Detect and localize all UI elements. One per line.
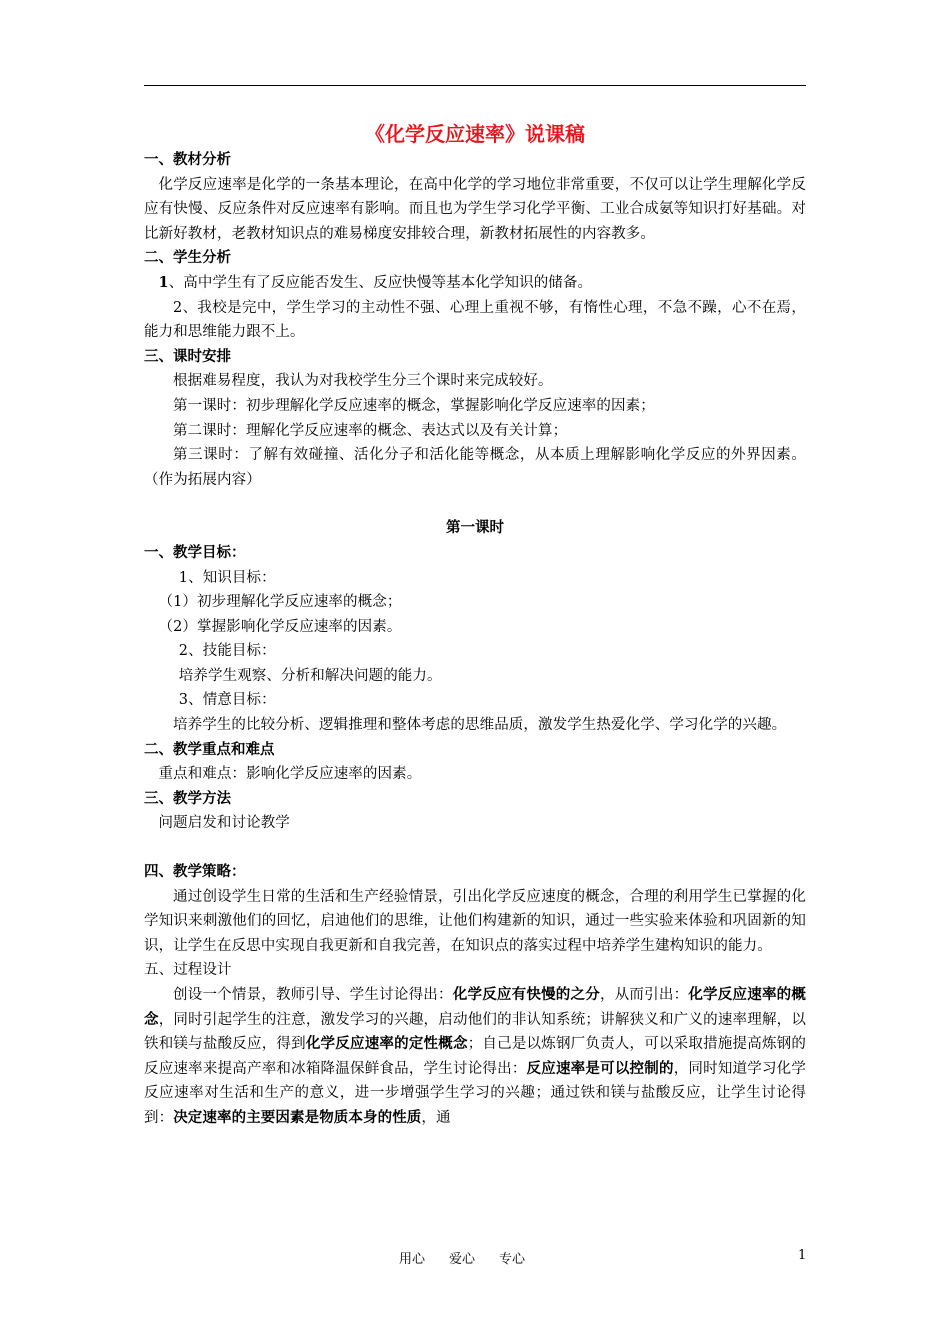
paragraph: 3、情意目标：	[178, 692, 276, 709]
section-heading: 三、教学方法	[144, 789, 231, 807]
paragraph: 1、知识目标：	[178, 569, 276, 586]
paragraph: 培养学生的比较分析、逻辑推理和整体考虑的思维品质，激发学生热爱化学、学习化学的兴趣。	[173, 717, 787, 734]
text-run: ；自己是以炼钢厂负责人，可以采取措施提高炼钢的反应速率来提高产率和冰箱降温保鲜食品，学生讨论得出：	[144, 1036, 806, 1077]
lesson-heading: 第一课时	[446, 519, 504, 537]
emphasis-text: 化学反应速率的定性概念	[305, 1035, 468, 1053]
paragraph: 第三课时：了解有效碰撞、活化分子和活化能等概念，从本质上理解影响化学反应的外界因素。（作为拓展内容）	[144, 447, 806, 488]
paragraph: 重点和难点：影响化学反应速率的因素。	[158, 766, 422, 783]
text-run: ，同时知道学习化学反应速率对生活和生产的意义，进一步增强学生学习的兴趣；通过铁和镁与盐酸反应，让学生讨论得到：	[144, 1060, 806, 1126]
header-rule	[144, 85, 806, 86]
emphasis-text: 反应速率是可以控制的	[526, 1059, 674, 1077]
emphasis-text: 化学反应有快慢的之分	[452, 986, 600, 1003]
footer-motto-1: 用心	[399, 1252, 426, 1267]
section-heading-plain: 五、过程设计	[144, 962, 232, 979]
footer-motto	[399, 1248, 549, 1267]
paragraph: 2、我校是完中，学生学习的主动性不强、心理上重视不够，有惰性心理，不急不躁，心不在焉，能力和思维能力跟不上。	[144, 299, 806, 341]
section-heading: 一、教学目标：	[144, 543, 246, 561]
paragraph: 化学反应速率是化学的一条基本理论，在高中化学的学习地位非常重要，不仅可以让学生理解化学反应有快慢、反应条件对反应速率有影响。而且也为学生学习化学平衡、工业合成氨等知识打好基础。对比新好教材，老教材知识点的难易梯度安排较合理，新教材拓展性的内容教多。	[144, 176, 806, 242]
section-heading: 四、教学策略：	[144, 863, 246, 881]
text-run: ，同时引起学生的注意，激发学习的兴趣，启动他们的非认知系统；讲解狭义和广义的速率理解，以铁和镁与盐酸反应，得到	[144, 1011, 806, 1053]
paragraph: （1）初步理解化学反应速率的概念；	[158, 594, 402, 611]
paragraph: 培养学生观察、分析和解决问题的能力。	[178, 667, 442, 684]
paragraph	[144, 983, 806, 1131]
text-run: ，从而引出：	[599, 987, 689, 1003]
text-run: ，通	[421, 1109, 451, 1126]
section-heading: 二、学生分析	[144, 249, 231, 267]
section-heading: 二、教学重点和难点	[144, 740, 275, 758]
paragraph	[144, 271, 806, 296]
footer-motto-3: 专心	[499, 1252, 526, 1267]
paragraph: （2）掌握影响化学反应速率的因素。	[158, 618, 402, 635]
paragraph-text: 、高中学生有了反应能否发生、反应快慢等基本化学知识的储备。	[168, 274, 593, 291]
paragraph: 2、技能目标：	[178, 643, 276, 660]
section-heading: 三、课时安排	[144, 347, 231, 365]
paragraph: 根据难易程度，我认为对我校学生分三个课时来完成较好。	[173, 373, 553, 390]
emphasis-text: 化学反应速率的概念	[144, 986, 806, 1028]
paragraph: 第二课时：理解化学反应速率的概念、表达式以及有关计算；	[173, 422, 568, 439]
page-number: 1	[798, 1248, 807, 1263]
document-body	[144, 116, 806, 1131]
item-number: 1	[158, 273, 169, 291]
paragraph: 问题启发和讨论教学	[158, 815, 290, 832]
emphasis-text: 决定速率的主要因素是物质本身的性质	[173, 1108, 422, 1126]
paragraph: 通过创设学生日常的生活和生产经验情景，引出化学反应速度的概念，合理的利用学生已掌握的化学知识来刺激他们的回忆，启迪他们的思维，让他们构建新的知识，通过一些实验来体验和巩固新的知识，让学生在反思中实现自我更新和自我完善，在知识点的落实过程中培养学生建构知识的能力。	[144, 888, 806, 954]
paragraph: 第一课时：初步理解化学反应速率的概念，掌握影响化学反应速率的因素；	[173, 397, 655, 414]
footer-motto-2: 爱心	[449, 1252, 476, 1267]
text-run: 创设一个情景，教师引导、学生讨论得出：	[173, 987, 453, 1003]
document-title: 《化学反应速率》说课稿	[365, 122, 585, 146]
section-heading: 一、教材分析	[144, 151, 231, 168]
